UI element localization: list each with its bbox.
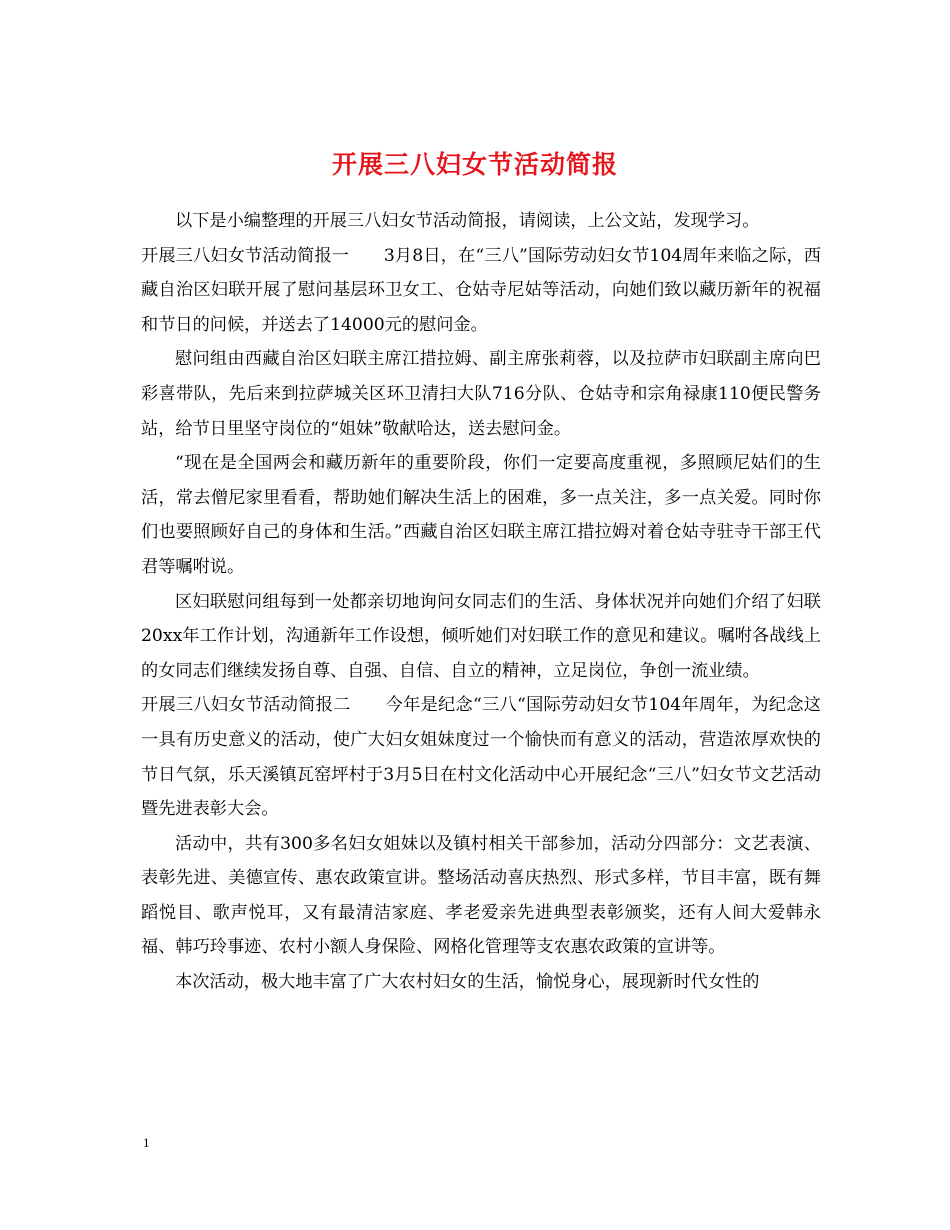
- paragraph-work-plan: 区妇联慰问组每到一处都亲切地询问女同志们的生活、身体状况并向她们介绍了妇联20xx年工作计划，沟通新年工作设想，倾听她们对妇联工作的意见和建议。嘱咐各战线上的女同志们继续发扬自尊、自强、自信、自立的精神，立足岗位，争创一流业绩。: [141, 591, 821, 681]
- paragraph-visit-group: 慰问组由西藏自治区妇联主席江措拉姆、副主席张莉蓉，以及拉萨市妇联副主席向巴彩喜带队，先后来到拉萨城关区环卫清扫大队716分队、仓姑寺和宗角禄康110便民警务站，给节日里坚守岗位的“姐妹”敬献哈达，送去慰问金。: [141, 349, 821, 439]
- paragraph-report-two: 开展三八妇女节活动简报二 今年是纪念“三八“国际劳动妇女节104年周年，为纪念这一具有历史意义的活动，使广大妇女姐妹度过一个愉快而有意义的活动，营造浓厚欢快的节日气氛，乐天溪镇瓦窑坪村于3月5日在村文化活动中心开展纪念“三八”妇女节文艺活动暨先进表彰大会。: [141, 695, 821, 820]
- document-body: [141, 204, 821, 1000]
- paragraph-conclusion: 本次活动，极大地丰富了广大农村妇女的生活，愉悦身心，展现新时代女性的: [175, 972, 760, 993]
- paragraph-intro: 以下是小编整理的开展三八妇女节活动简报，请阅读，上公文站，发现学习。: [175, 211, 760, 231]
- paragraph-quote: “现在是全国两会和藏历新年的重要阶段，你们一定要高度重视，多照顾尼姑们的生活，常去僧尼家里看看，帮助她们解决生活上的困难，多一点关注，多一点关爱。同时你们也要照顾好自己的身体和生活。”西藏自治区妇联主席江措拉姆对着仓姑寺驻寺干部王代君等嘱咐说。: [141, 453, 821, 577]
- paragraph-activity: 活动中，共有300多名妇女姐妹以及镇村相关干部参加，活动分四部分：文艺表演、表彰先进、美德宣传、惠农政策宣讲。整场活动喜庆热烈、形式多样，节目丰富，既有舞蹈悦目、歌声悦耳，又有最清洁家庭、孝老爱亲先进典型表彰颁奖，还有人间大爱韩永福、韩巧玲事迹、农村小额人身保险、网格化管理等支农惠农政策的宣讲等。: [141, 833, 821, 958]
- document-title: 开展三八妇女节活动简报: [331, 149, 618, 179]
- paragraph-report-one: 开展三八妇女节活动简报一 3月8日，在“三八”国际劳动妇女节104周年来临之际，西藏自治区妇联开展了慰问基层环卫女工、仓姑寺尼姑等活动，向她们致以藏历新年的祝福和节日的问候，并送去了14000元的慰问金。: [141, 245, 821, 335]
- page-number: 1: [143, 1135, 150, 1150]
